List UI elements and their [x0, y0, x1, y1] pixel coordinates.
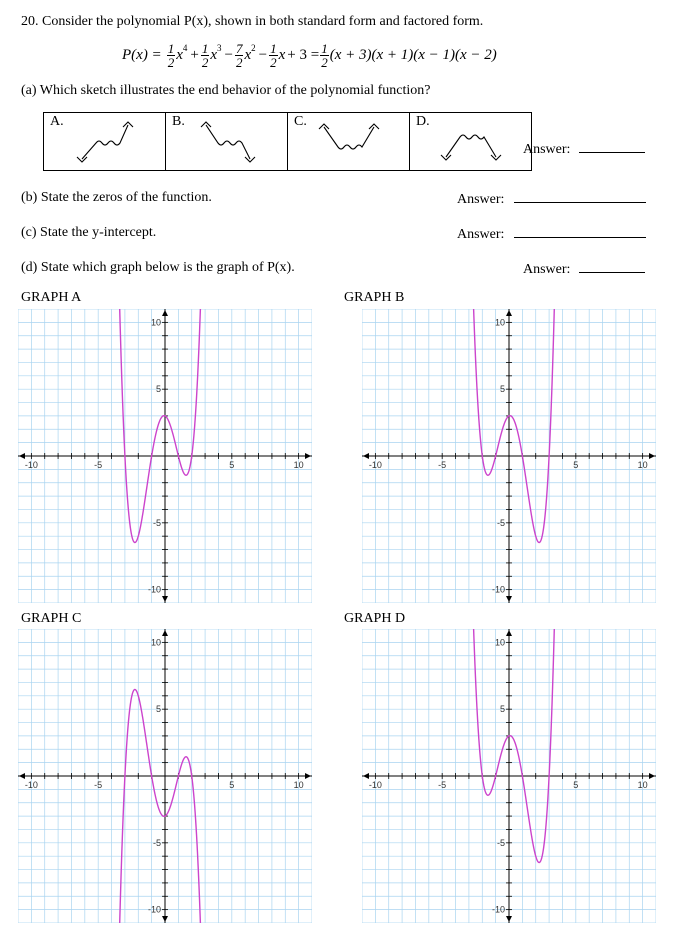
y-tick-label: -5 [152, 517, 161, 528]
polynomial-curve [119, 689, 201, 923]
x-axis-arrow [363, 453, 369, 459]
part-c-prompt: (c) State the y-intercept. [21, 225, 157, 240]
graph-d [362, 629, 656, 923]
factored-form: (x + 3)(x + 1)(x − 1)(x − 2) [329, 47, 497, 63]
end-behavior-sketch-table [43, 112, 532, 171]
graph-c-title: GRAPH C [21, 611, 82, 626]
x-tick-label: -5 [94, 780, 103, 790]
sketch-option-3[interactable] [288, 113, 410, 171]
question-heading [21, 14, 483, 30]
answer-label: Answer: [523, 262, 571, 277]
y-tick-label: 10 [150, 637, 161, 648]
x-tick-label: -10 [368, 460, 382, 470]
sketch-letter: C. [294, 114, 307, 129]
polynomial-curve [119, 309, 201, 543]
part-d-answer [523, 260, 645, 278]
x-tick-label: 10 [293, 460, 304, 470]
y-axis-arrow [506, 310, 512, 316]
x-axis-arrow [305, 453, 311, 459]
y-axis-arrow [162, 916, 168, 922]
question-intro: Consider the polynomial P(x), shown in both standard form and factored form. [42, 14, 484, 29]
end-behavior-curve [410, 113, 531, 170]
y-tick-label: -10 [147, 584, 161, 595]
y-tick-label: -10 [147, 904, 161, 915]
x-tick-label: 5 [229, 780, 235, 790]
equation-constant: + 3 = [287, 47, 320, 63]
equation-term: $\frac{1}{2}$ x 4 [167, 41, 188, 70]
y-tick-label: 10 [494, 317, 505, 328]
x-tick-label: -5 [94, 460, 103, 470]
sketch-letter: B. [172, 114, 185, 129]
x-tick-label: -10 [24, 460, 38, 470]
end-behavior-curve [166, 113, 287, 170]
x-axis-arrow [649, 453, 655, 459]
factored-coefficient: $\frac{1}{2}$ [321, 41, 328, 70]
x-tick-label: 10 [637, 460, 648, 470]
y-axis-arrow [162, 310, 168, 316]
answer-blank-b[interactable] [514, 190, 646, 203]
y-tick-label: -10 [491, 904, 505, 915]
part-d-prompt: (d) State which graph below is the graph of P(x). [21, 260, 295, 275]
y-axis-arrow [162, 630, 168, 636]
graph-a [18, 309, 312, 603]
answer-label: Answer: [523, 142, 571, 157]
x-tick-label: 10 [637, 780, 648, 790]
y-tick-label: 5 [155, 384, 161, 395]
answer-blank-a[interactable] [579, 140, 645, 153]
graph-a-title: GRAPH A [21, 290, 82, 305]
sketch-letter: A. [50, 114, 64, 129]
answer-label: Answer: [457, 192, 505, 207]
y-tick-label: 10 [494, 637, 505, 648]
equation-term: + $\frac{1}{2}$ x 3 [190, 41, 222, 70]
graph-b [362, 309, 656, 603]
part-c-answer [457, 225, 646, 243]
sketch-letter: D. [416, 114, 430, 129]
x-tick-label: 10 [293, 780, 304, 790]
x-axis-arrow [19, 773, 25, 779]
y-tick-label: -5 [496, 517, 505, 528]
question-number: 20. [21, 14, 39, 29]
graph-c [18, 629, 312, 923]
graph-d-title: GRAPH D [344, 611, 406, 626]
y-tick-label: -5 [496, 837, 505, 848]
part-a-answer [523, 140, 645, 158]
sketch-option-2[interactable] [166, 113, 288, 171]
x-axis-arrow [649, 773, 655, 779]
end-behavior-curve [44, 113, 165, 170]
polynomial-curve [473, 629, 555, 863]
part-b-answer [457, 190, 646, 208]
y-axis-arrow [506, 596, 512, 602]
x-tick-label: 5 [573, 460, 579, 470]
x-axis-arrow [305, 773, 311, 779]
part-a-prompt: (a) Which sketch illustrates the end behavior of the polynomial function? [21, 83, 431, 98]
y-tick-label: -5 [152, 837, 161, 848]
x-axis-arrow [19, 453, 25, 459]
equation-term: − $\frac{1}{2}$ x [258, 41, 286, 70]
part-b-prompt: (b) State the zeros of the function. [21, 190, 212, 205]
end-behavior-curve [288, 113, 409, 170]
equation-lhs: P(x) = [122, 47, 162, 63]
x-tick-label: -10 [24, 780, 38, 790]
y-tick-label: 5 [499, 384, 505, 395]
y-tick-label: 5 [499, 704, 505, 715]
x-tick-label: 5 [229, 460, 235, 470]
y-tick-label: -10 [491, 584, 505, 595]
y-axis-arrow [162, 596, 168, 602]
x-tick-label: -10 [368, 780, 382, 790]
x-tick-label: -5 [438, 460, 447, 470]
sketch-option-4[interactable] [410, 113, 532, 171]
x-axis-arrow [363, 773, 369, 779]
answer-blank-d[interactable] [579, 260, 645, 273]
graph-b-title: GRAPH B [344, 290, 405, 305]
y-tick-label: 10 [150, 317, 161, 328]
sketch-option-1[interactable] [44, 113, 166, 171]
polynomial-curve [473, 309, 555, 543]
y-axis-arrow [506, 630, 512, 636]
answer-label: Answer: [457, 227, 505, 242]
y-axis-arrow [506, 916, 512, 922]
polynomial-equation [122, 42, 497, 69]
equation-term: − $\frac{7}{2}$ x 2 [224, 41, 256, 70]
x-tick-label: 5 [573, 780, 579, 790]
x-tick-label: -5 [438, 780, 447, 790]
y-tick-label: 5 [155, 704, 161, 715]
equation-terms [162, 42, 286, 69]
answer-blank-c[interactable] [514, 225, 646, 238]
